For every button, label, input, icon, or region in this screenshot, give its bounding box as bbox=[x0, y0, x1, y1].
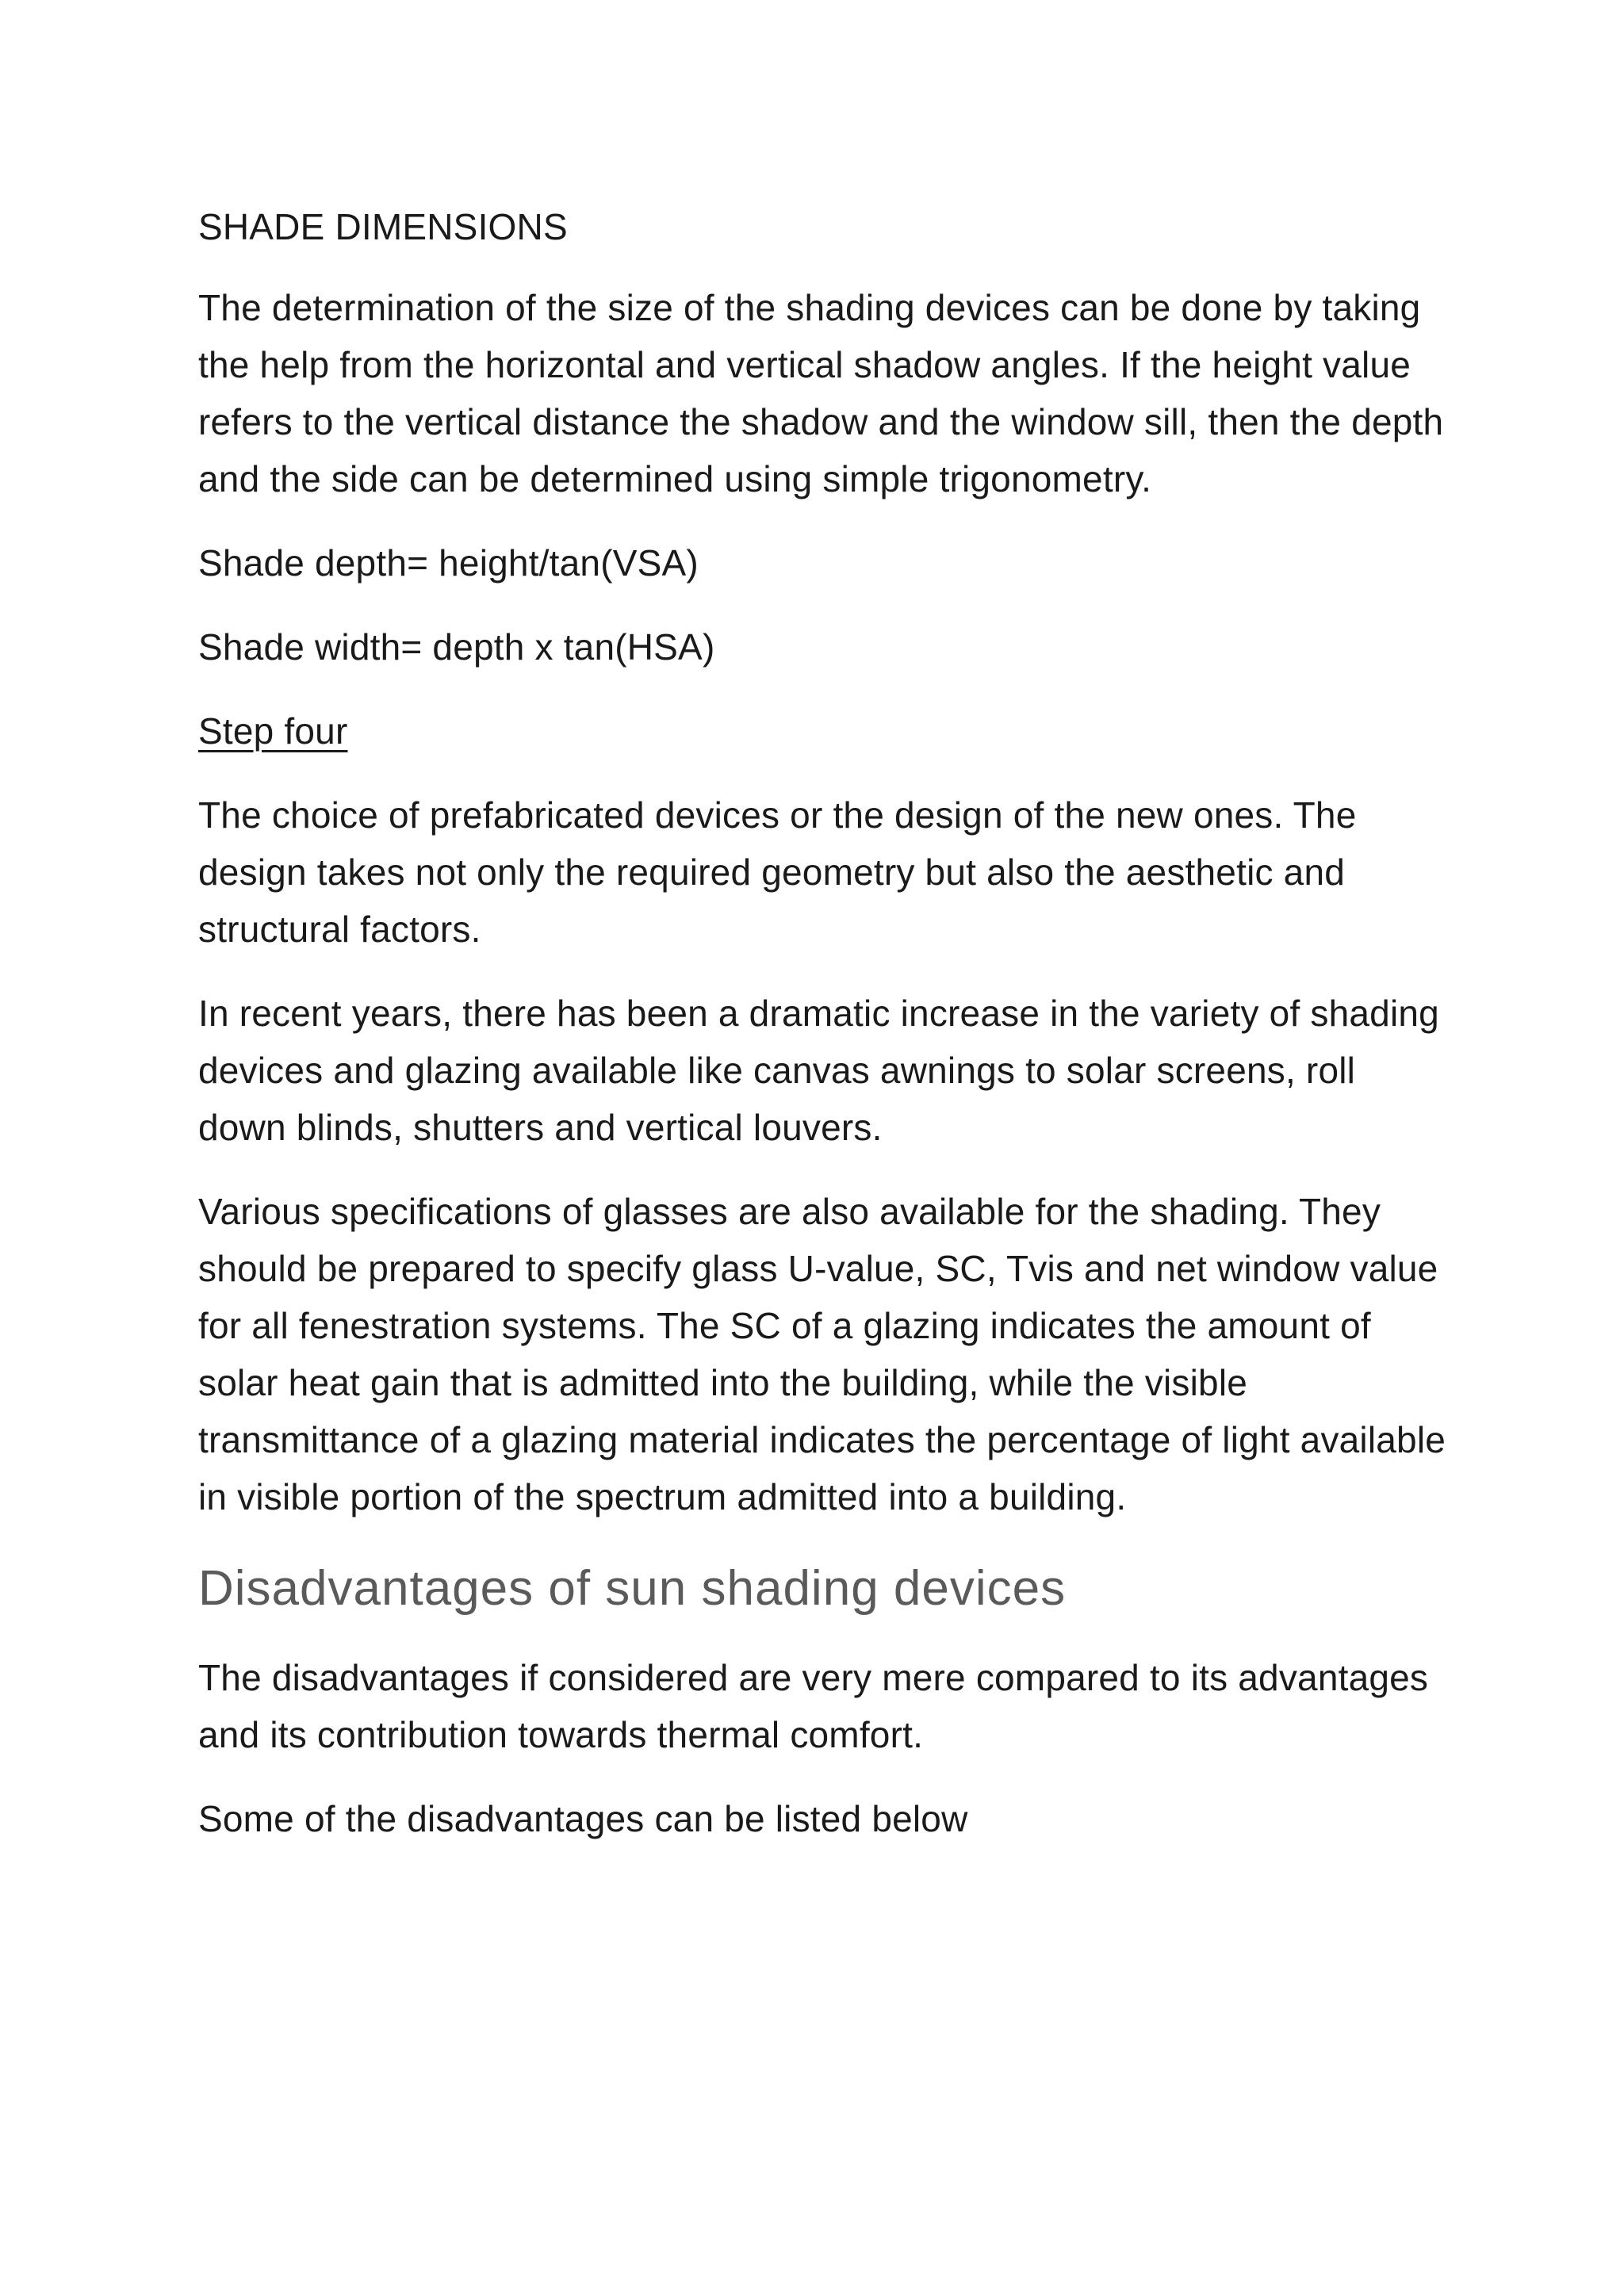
disadvantages-paragraph-1: The disadvantages if considered are very mere compared to its advantages and its contribution towards thermal comfort. bbox=[198, 1657, 1429, 1755]
step-paragraph-3: Various specifications of glasses are also available for the shading. They should be prepared to specify glass U-value, SC, Tvis and net window value for all fenestration systems. The SC of a glazing indicates the amount of solar heat gain that is admitted into the building, while the visible transmittance of a glazing material indicates the percentage of light available in visible portion of the spectrum admitted into a building. bbox=[198, 1191, 1446, 1517]
disadvantages-paragraph-2: Some of the disadvantages can be listed below bbox=[198, 1798, 968, 1839]
section-title: SHADE DIMENSIONS bbox=[198, 206, 568, 247]
step-paragraph-2: In recent years, there has been a dramatic increase in the variety of shading devices and glazing available like canvas awnings to solar screens, roll down blinds, shutters and vertical louvers. bbox=[198, 993, 1439, 1148]
disadvantages-heading: Disadvantages of sun shading devices bbox=[198, 1561, 1067, 1616]
shade-width-formula: Shade width= depth x tan(HSA) bbox=[198, 626, 715, 668]
step-four-heading: Step four bbox=[198, 710, 348, 752]
intro-paragraph: The determination of the size of the shading devices can be done by taking the help from the horizontal and vertical shadow angles. If the height value refers to the vertical distance the shadow and the window sill, then the depth and the side can be determined using simple trigonometry. bbox=[198, 287, 1444, 499]
shade-depth-formula: Shade depth= height/tan(VSA) bbox=[198, 542, 699, 584]
step-paragraph-1: The choice of prefabricated devices or the design of the new ones. The design takes not only the required geometry but also the aesthetic and structural factors. bbox=[198, 794, 1357, 950]
document-body bbox=[198, 198, 1451, 1874]
